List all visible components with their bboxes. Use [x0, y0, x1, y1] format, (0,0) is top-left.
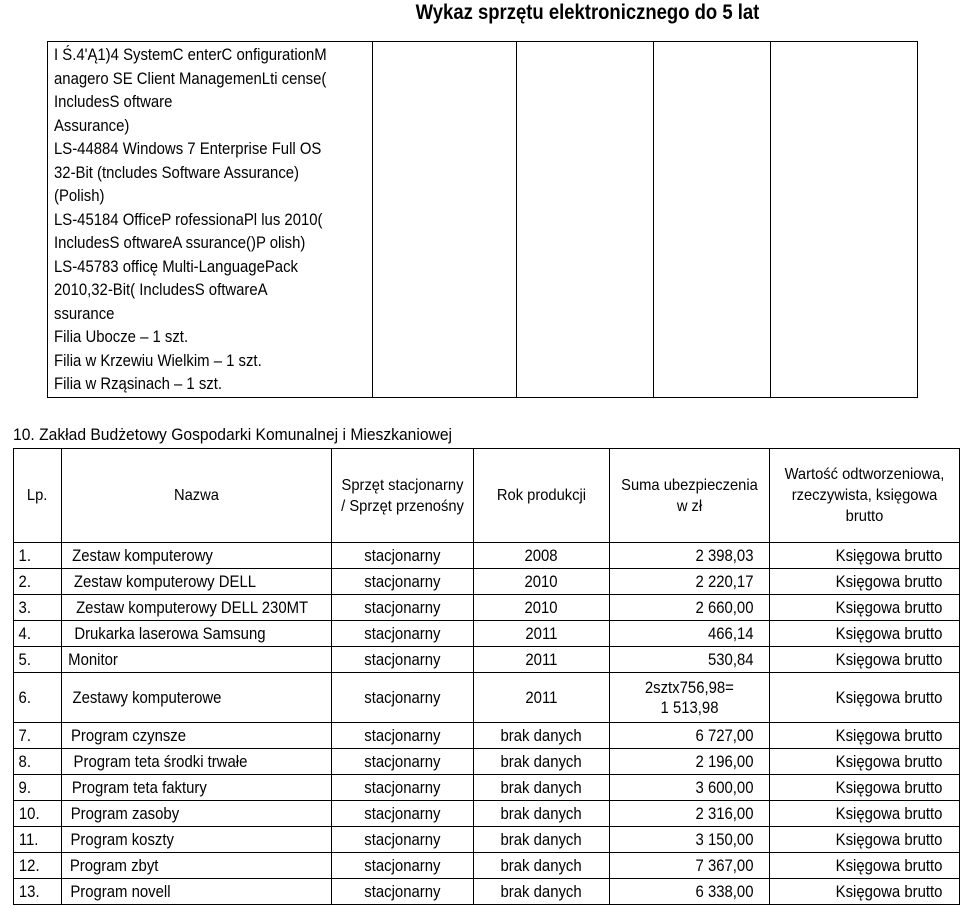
cell-lp: 13.	[14, 879, 62, 905]
top-empty-cell	[654, 42, 771, 398]
top-desc-line: 2010,32-Bit( IncludesS oftwareA	[54, 281, 268, 299]
cell-sum: 7 367,00	[610, 853, 770, 879]
cell-type: stacjonarny	[332, 723, 474, 749]
cell-year: 2010	[474, 595, 610, 621]
cell-sum: 2 660,00	[610, 595, 770, 621]
cell-value: Księgowa brutto	[770, 723, 960, 749]
cell-year: 2011	[474, 621, 610, 647]
cell-type: stacjonarny	[332, 647, 474, 673]
top-desc-line: LS-45783 officę Multi-LanguagePack	[54, 257, 298, 276]
cell-value: Księgowa brutto	[770, 879, 960, 905]
cell-year: 2011	[474, 647, 610, 673]
top-desc-line: IncludesS oftware	[54, 93, 173, 111]
cell-sum: 2 398,03	[610, 543, 770, 569]
cell-type: stacjonarny	[332, 673, 474, 723]
cell-lp: 2.	[14, 569, 62, 595]
cell-lp: 3.	[14, 595, 62, 621]
table-row	[14, 595, 960, 621]
cell-year: brak danych	[474, 775, 610, 801]
cell-lp: 10.	[14, 801, 62, 827]
top-empty-cell	[373, 42, 517, 398]
top-desc-line: IncludesS oftwareA ssurance()P olish)	[54, 234, 306, 252]
cell-value: Księgowa brutto	[770, 749, 960, 775]
cell-year: 2011	[474, 673, 610, 723]
top-desc-line: Filia Ubocze – 1 szt.	[54, 328, 189, 346]
top-desc-line: Assurance)	[54, 116, 130, 135]
table-row	[14, 723, 960, 749]
top-desc-line: LS-44884 Windows 7 Enterprise Full OS	[54, 140, 322, 158]
cell-sum: 6 727,00	[610, 723, 770, 749]
top-equipment-table	[47, 41, 918, 398]
cell-year: 2008	[474, 543, 610, 569]
cell-name: Zestaw komputerowy DELL	[62, 569, 332, 595]
table-row	[14, 569, 960, 595]
cell-name: Program zasoby	[62, 801, 332, 827]
cell-sum: 530,84	[610, 647, 770, 673]
cell-name: Program novell	[62, 879, 332, 905]
cell-lp: 11.	[14, 827, 62, 853]
cell-value: Księgowa brutto	[770, 647, 960, 673]
cell-sum: 2 220,17	[610, 569, 770, 595]
cell-name: Program koszty	[62, 827, 332, 853]
cell-lp: 5.	[14, 647, 62, 673]
header-year: Rok produkcji	[474, 449, 610, 543]
cell-value: Księgowa brutto	[770, 595, 960, 621]
cell-type: stacjonarny	[332, 879, 474, 905]
table-row	[14, 853, 960, 879]
top-desc-line: Filia w Rząsinach – 1 szt.	[54, 375, 223, 393]
cell-lp: 6.	[14, 673, 62, 723]
cell-sum: 2 316,00	[610, 801, 770, 827]
top-desc-line: anagero SE Client ManagemenLti cense(	[54, 69, 327, 88]
cell-lp: 9.	[14, 775, 62, 801]
cell-type: stacjonarny	[332, 621, 474, 647]
cell-sum: 2 196,00	[610, 749, 770, 775]
cell-name: Zestaw komputerowy DELL 230MT	[62, 595, 332, 621]
cell-year: brak danych	[474, 801, 610, 827]
table-row	[14, 621, 960, 647]
top-description-cell	[48, 42, 373, 398]
cell-year: brak danych	[474, 749, 610, 775]
cell-lp: 8.	[14, 749, 62, 775]
top-desc-line: ssurance	[54, 304, 115, 323]
cell-sum-line2: 1 513,98	[660, 698, 719, 717]
cell-sum-line1: 2sztx756,98=	[644, 678, 735, 697]
cell-sum	[610, 673, 770, 723]
table-row	[14, 647, 960, 673]
table-header-row	[14, 449, 960, 543]
cell-year: 2010	[474, 569, 610, 595]
cell-sum: 3 150,00	[610, 827, 770, 853]
cell-value: Księgowa brutto	[770, 569, 960, 595]
cell-name: Drukarka laserowa Samsung	[62, 621, 332, 647]
cell-name: Monitor	[62, 647, 332, 673]
top-desc-line: (Polish)	[54, 187, 105, 205]
cell-value: Księgowa brutto	[770, 775, 960, 801]
cell-value: Księgowa brutto	[770, 543, 960, 569]
header-type: Sprzęt stacjonarny / Sprzęt przenośny	[332, 449, 474, 543]
top-empty-cell	[771, 42, 918, 398]
top-desc-line: I Ś.4'Ą1)4 SystemC enterC onfigurationM	[54, 46, 327, 64]
cell-name: Zestaw komputerowy	[62, 543, 332, 569]
cell-type: stacjonarny	[332, 853, 474, 879]
table-row	[14, 801, 960, 827]
top-desc-line: LS-45184 OfficeP rofessionaPl lus 2010(	[54, 210, 323, 229]
cell-sum: 3 600,00	[610, 775, 770, 801]
cell-name: Program czynsze	[62, 723, 332, 749]
top-desc-line: Filia w Krzewiu Wielkim – 1 szt.	[54, 351, 262, 370]
cell-lp: 4.	[14, 621, 62, 647]
cell-value: Księgowa brutto	[770, 801, 960, 827]
cell-year: brak danych	[474, 827, 610, 853]
top-table-row	[48, 42, 918, 398]
cell-lp: 7.	[14, 723, 62, 749]
equipment-table	[13, 448, 960, 905]
cell-type: stacjonarny	[332, 595, 474, 621]
cell-lp: 1.	[14, 543, 62, 569]
header-lp: Lp.	[14, 449, 62, 543]
cell-value: Księgowa brutto	[770, 673, 960, 723]
cell-name: Program teta faktury	[62, 775, 332, 801]
cell-type: stacjonarny	[332, 801, 474, 827]
cell-type: stacjonarny	[332, 569, 474, 595]
cell-lp: 12.	[14, 853, 62, 879]
table-row	[14, 775, 960, 801]
table-row	[14, 543, 960, 569]
cell-year: brak danych	[474, 853, 610, 879]
table-row	[14, 879, 960, 905]
cell-value: Księgowa brutto	[770, 827, 960, 853]
table-row	[14, 827, 960, 853]
top-empty-cell	[517, 42, 654, 398]
cell-sum: 466,14	[610, 621, 770, 647]
cell-type: stacjonarny	[332, 543, 474, 569]
header-value: Wartość odtworzeniowa, rzeczywista, księgowa brutto	[770, 449, 960, 543]
table-row	[14, 673, 960, 723]
cell-year: brak danych	[474, 723, 610, 749]
table-row	[14, 749, 960, 775]
cell-value: Księgowa brutto	[770, 853, 960, 879]
cell-sum: 6 338,00	[610, 879, 770, 905]
section-title: 10. Zakład Budżetowy Gospodarki Komunalnej i Mieszkaniowej	[13, 425, 453, 444]
top-desc-line: 32-Bit (tncludes Software Assurance)	[54, 163, 300, 182]
cell-value: Księgowa brutto	[770, 621, 960, 647]
cell-name: Program teta środki trwałe	[62, 749, 332, 775]
page-title: Wykaz sprzętu elektronicznego do 5 lat	[415, 1, 760, 24]
header-name: Nazwa	[62, 449, 332, 543]
cell-name: Zestawy komputerowe	[62, 673, 332, 723]
cell-name: Program zbyt	[62, 853, 332, 879]
header-sum: Suma ubezpieczenia w zł	[610, 449, 770, 543]
cell-year: brak danych	[474, 879, 610, 905]
cell-type: stacjonarny	[332, 775, 474, 801]
cell-type: stacjonarny	[332, 827, 474, 853]
cell-type: stacjonarny	[332, 749, 474, 775]
